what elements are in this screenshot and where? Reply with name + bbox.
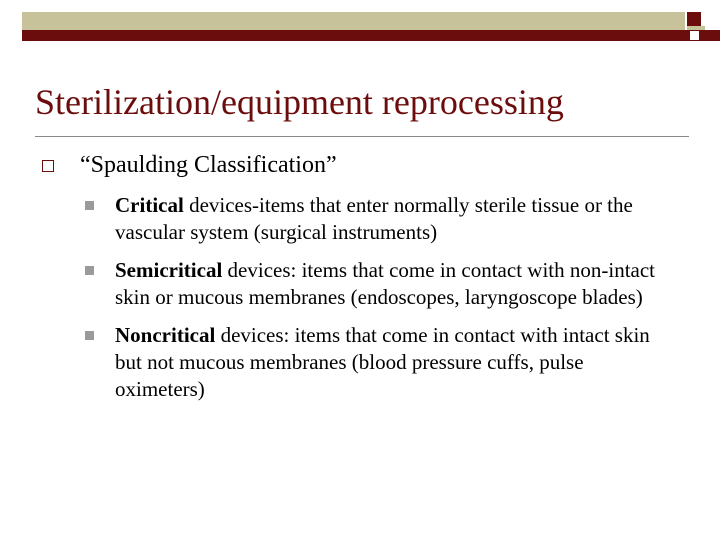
- sub-bullet-text: devices: items that come in contact with non-intact skin or mucous membranes (endoscopes, laryngoscope blades): [115, 258, 656, 309]
- header-band-olive: [22, 12, 685, 30]
- header-band-maroon: [22, 30, 720, 41]
- title-divider: [35, 136, 689, 137]
- slide-content: [40, 150, 680, 403]
- main-bullet-text: “Spaulding Classification”: [80, 152, 337, 178]
- corner-square-maroon: [687, 12, 705, 26]
- sub-bullet-term: Noncritical: [115, 323, 216, 347]
- sub-bullet-text: devices-items that enter normally sterile tissue or the vascular system (surgical instruments): [115, 193, 633, 244]
- main-bullet: [40, 150, 680, 180]
- hollow-square-bullet-icon: [42, 160, 54, 172]
- corner-square-white: [690, 31, 699, 40]
- sub-bullet-text: devices: items that come in contact with intact skin but not mucous membranes (blood pressure cuffs, pulse oximeters): [115, 323, 650, 401]
- filled-square-bullet-icon: [85, 201, 94, 210]
- sub-bullet-term: Critical: [115, 193, 184, 217]
- sub-bullet-critical: [115, 192, 675, 246]
- sub-bullet-term: Semicritical: [115, 258, 223, 282]
- filled-square-bullet-icon: [85, 266, 94, 275]
- filled-square-bullet-icon: [85, 331, 94, 340]
- slide-title: Sterilization/equipment reprocessing: [35, 82, 564, 122]
- sub-bullet-noncritical: [115, 322, 675, 403]
- sub-bullet-semicritical: [115, 257, 675, 311]
